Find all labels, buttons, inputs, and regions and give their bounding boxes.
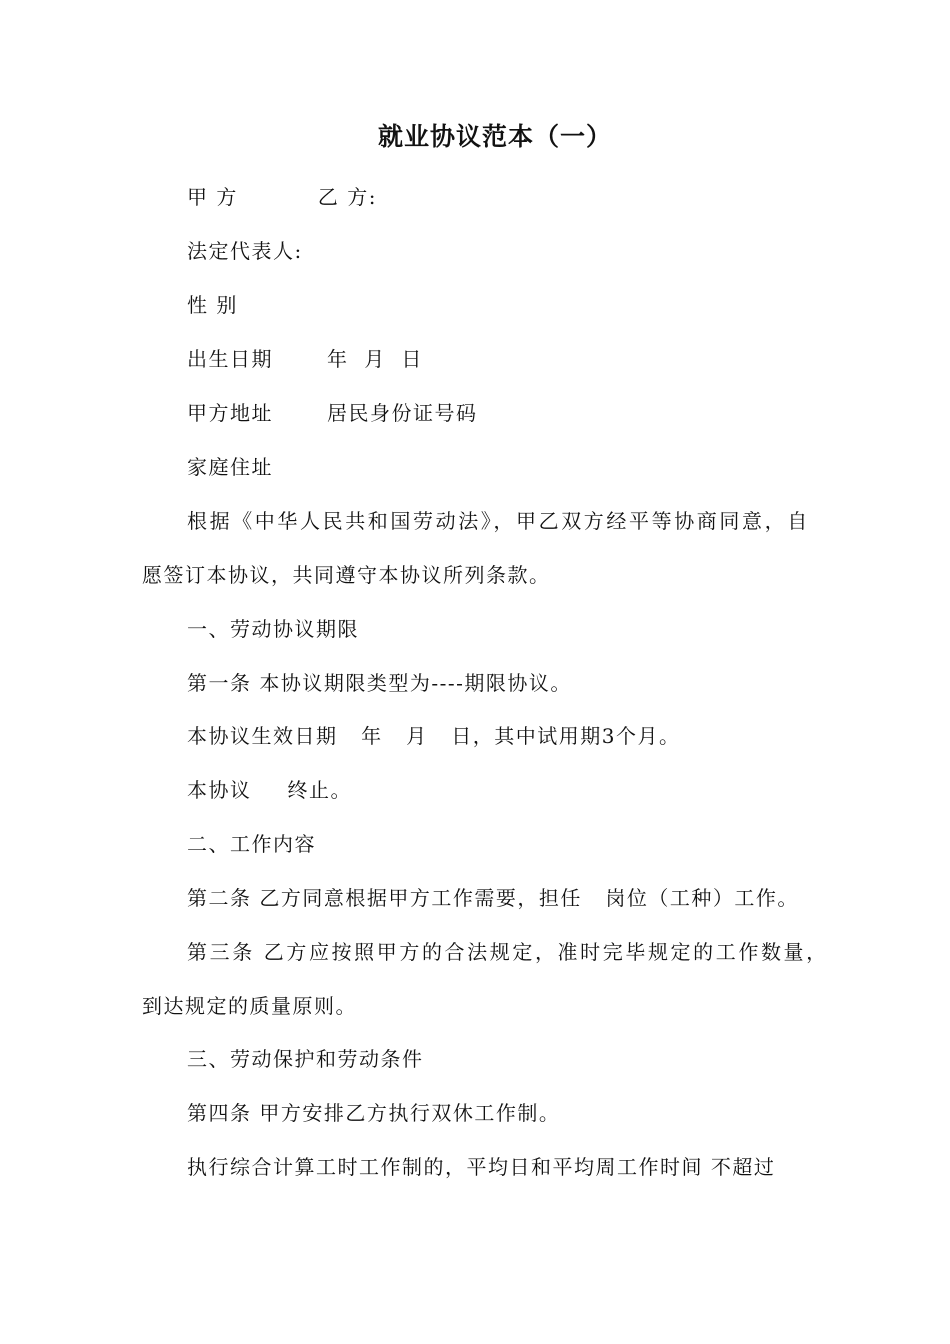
party-a-address: 甲方地址 [187,401,273,425]
legal-representative: 法定代表人: [187,239,303,263]
comprehensive-hours-line: 执行综合计算工时工作制的，平均日和平均周工作时间 不超过 [187,1155,776,1179]
party-b-label: 乙 方: [317,185,377,209]
section-3-heading: 三、劳动保护和劳动条件 [187,1047,424,1071]
section-2-heading: 二、工作内容 [187,832,316,856]
address-id-line [187,399,478,427]
home-address: 家庭住址 [187,455,273,479]
birth-date-fields: 年 月 日 [327,347,423,371]
intro-paragraph-line-2: 愿签订本协议，共同遵守本协议所列条款。 [142,563,551,587]
article-3-line-1: 第三条 乙方应按照甲方的合法规定，准时完毕规定的工作数量， [187,940,829,964]
article-3-line-2: 到达规定的质量原则。 [142,994,357,1018]
article-1: 第一条 本协议期限类型为----期限协议。 [187,671,572,695]
document-title: 就业协议范本（一） [377,122,612,151]
intro-paragraph-line-1: 根据《中华人民共和国劳动法》，甲乙双方经平等协商同意，自 [187,509,810,533]
effective-date-line: 本协议生效日期 年 月 日，其中试用期3个月。 [187,724,681,748]
id-number-label: 居民身份证号码 [327,401,478,425]
party-line [187,183,377,211]
gender-field: 性 别 [187,293,238,317]
article-4: 第四条 甲方安排乙方执行双休工作制。 [187,1101,561,1125]
birth-date-line [187,345,423,373]
termination-line [187,776,352,804]
article-2: 第二条 乙方同意根据甲方工作需要，担任 岗位（工种）工作。 [187,886,799,910]
section-1-heading: 一、劳动协议期限 [187,617,359,641]
termination-prefix: 本协议 [187,778,252,802]
termination-suffix: 终止。 [287,778,352,802]
party-a-label: 甲 方 [187,185,238,209]
birth-date-label: 出生日期 [187,347,273,371]
